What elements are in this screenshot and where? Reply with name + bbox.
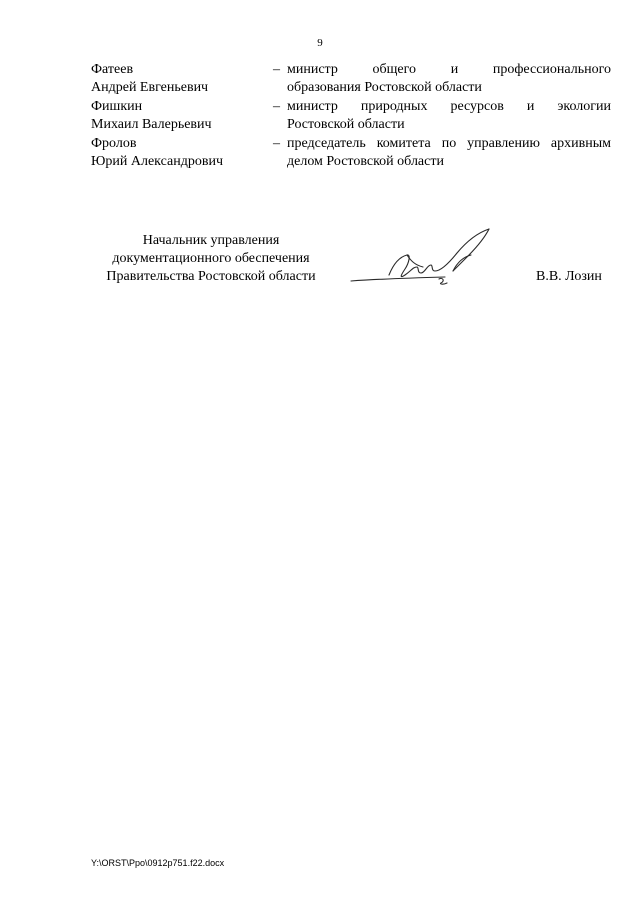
member-dash: – (273, 136, 280, 151)
member-position (287, 98, 611, 134)
member-given-names: Юрий Александрович (91, 154, 223, 169)
signer-title (91, 232, 331, 286)
member-surname: Фишкин (91, 99, 143, 114)
member-dash: – (273, 62, 280, 77)
member-row (91, 135, 611, 171)
member-surname: Фролов (91, 136, 137, 151)
member-row (91, 98, 611, 134)
member-position-line: образования Ростовской области (287, 80, 482, 95)
handwritten-signature (349, 227, 509, 291)
signer-title-line: документационного обеспечения (112, 251, 310, 266)
signature-block (91, 232, 611, 302)
member-dash: – (273, 99, 280, 114)
member-surname: Фатеев (91, 62, 134, 77)
member-name (91, 135, 273, 171)
file-path: Y:\ORST\Ppo\0912p751.f22.docx (91, 858, 225, 868)
signer-title-line: Начальник управления (142, 233, 280, 248)
signer-title-line: Правительства Ростовской области (106, 269, 316, 284)
page-number: 9 (317, 37, 323, 49)
member-position-line: председатель комитета по управлению архивным (287, 136, 611, 151)
member-position (287, 135, 611, 171)
member-position-line: Ростовской области (287, 117, 405, 132)
member-name (91, 61, 273, 97)
member-given-names: Михаил Валерьевич (91, 117, 212, 132)
member-position-line: делом Ростовской области (287, 154, 444, 169)
member-position-line: министр природных ресурсов и экологии (287, 99, 611, 114)
member-list (91, 61, 611, 172)
signer-name: В.В. Лозин (536, 269, 602, 284)
member-name (91, 98, 273, 134)
member-position (287, 61, 611, 97)
member-position-line: министр общего и профессионального (287, 62, 611, 77)
member-given-names: Андрей Евгеньевич (91, 80, 209, 95)
member-row (91, 61, 611, 97)
